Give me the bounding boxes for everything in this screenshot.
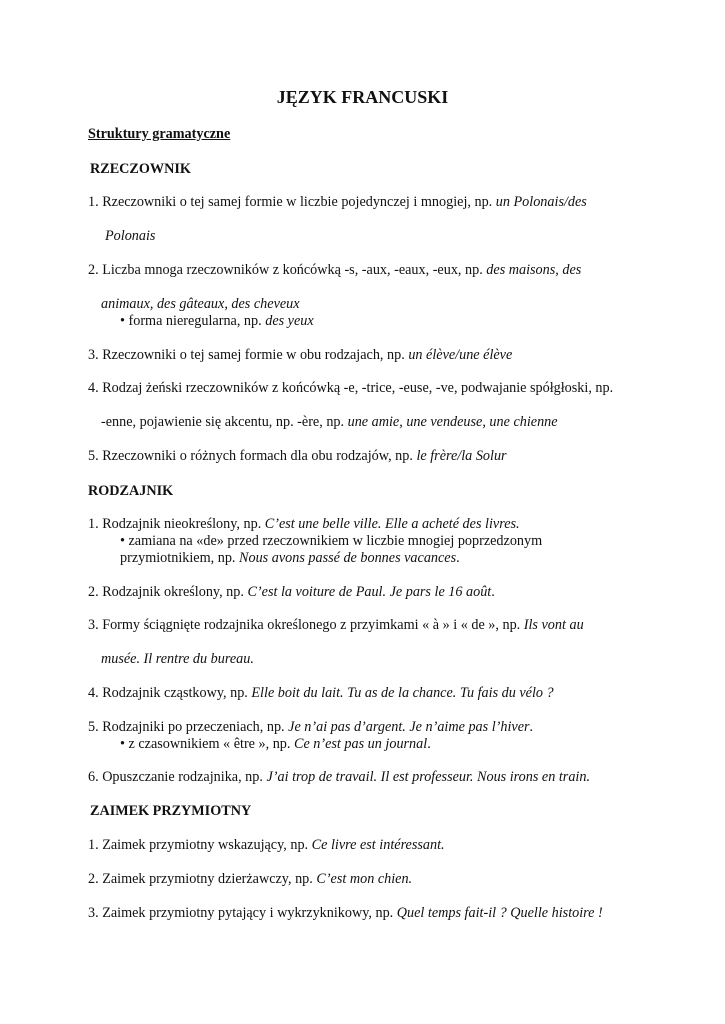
list-item [88,346,512,364]
item-example-cont: Polonais [105,228,156,244]
item-text: 4. Rodzaj żeński rzeczowników z końcówką -e, -trice, -euse, -ve, podwajanie spółgłoski, np. [88,380,614,396]
bullet-example: Ce n’est pas un journal [293,736,428,752]
item-text-cont: -enne, pojawienie się akcentu, np. -ère, np. [101,414,348,430]
item-text: 1. Zaimek przymiotny wskazujący, np. [88,837,312,853]
item-example-cont: une amie, une vendeuse, une chienne [347,414,558,430]
item-text: 2. Liczba mnoga rzeczowników z końcówką -s, -aux, -eaux, -eux, np. [88,262,487,278]
list-item [88,870,412,888]
item-example: un Polonais/des [495,194,587,210]
page-title: JĘZYK FRANCUSKI [276,87,449,107]
list-item [88,836,445,854]
list-item [88,684,554,702]
item-text: 1. Rzeczowniki o tej samej formie w liczbie pojedynczej i mnogiej, np. [88,194,496,210]
list-item [88,447,507,465]
item-example: C’est mon chien. [316,871,413,887]
item-example: Ils vont au [523,617,584,633]
bullet-item [120,312,314,330]
item-text: 3. Rzeczowniki o tej samej formie w obu rodzajach, np. [88,347,409,363]
bullet-example: des yeux [265,313,314,329]
bullet-item [120,735,431,753]
list-item [88,904,603,922]
list-item-continuation [101,650,254,668]
list-item-continuation [101,295,300,313]
list-item [88,379,613,397]
bullet-text: • z czasownikiem « être », np. [120,736,294,752]
item-text: 2. Rodzajnik określony, np. [88,584,248,600]
item-end: . [529,719,534,735]
item-example: Je n’ai pas d’argent. Je n’aime pas l’hiver [288,719,530,735]
item-example: C’est une belle ville. Elle a acheté des livres. [264,516,520,532]
section-heading-rzeczownik: RZECZOWNIK [90,161,191,177]
item-example: C’est la voiture de Paul. Je pars le 16 août [247,584,492,600]
list-item [88,616,584,634]
item-text: 6. Opuszczanie rodzajnika, np. [88,769,267,785]
bullet-text-cont: przymiotnikiem, np. [120,550,240,566]
item-example-cont: musée. Il rentre du bureau. [101,651,254,667]
item-text: 1. Rodzajnik nieokreślony, np. [88,516,265,532]
item-text: 4. Rodzajnik cząstkowy, np. [88,685,252,701]
section-heading-zaimek: ZAIMEK PRZYMIOTNY [90,803,252,819]
bullet-example-cont: Nous avons passé de bonnes vacances [239,550,457,566]
item-text: 2. Zaimek przymiotny dzierżawczy, np. [88,871,317,887]
document-subtitle: Struktury gramatyczne [88,126,231,142]
bullet-item-continuation [120,549,460,567]
list-item [88,515,520,533]
list-item [88,261,581,279]
bullet-text: • zamiana na «de» przed rzeczownikiem w liczbie mnogiej poprzedzonym [120,533,543,549]
item-example: un élève/une élève [408,347,513,363]
item-text: 3. Formy ściągnięte rodzajnika określonego z przyimkami « à » i « de », np. [88,617,524,633]
item-example: Elle boit du lait. Tu as de la chance. Tu fais du vélo ? [251,685,554,701]
item-text: 5. Rzeczowniki o różnych formach dla obu rodzajów, np. [88,448,417,464]
section-heading-rodzajnik: RODZAJNIK [88,483,174,499]
list-item [88,718,533,736]
list-item-continuation [101,413,558,431]
list-item [88,768,590,786]
item-example: J’ai trop de travail. Il est professeur. Nous irons en train. [266,769,591,785]
item-text: 5. Rodzajniki po przeczeniach, np. [88,719,289,735]
bullet-end: . [456,550,460,566]
item-text: 3. Zaimek przymiotny pytający i wykrzyknikowy, np. [88,905,397,921]
item-example-cont: animaux, des gâteaux, des cheveux [101,296,300,312]
item-example: Ce livre est intéressant. [311,837,445,853]
list-item [88,193,587,211]
bullet-text: • forma nieregularna, np. [120,313,266,329]
item-example: Quel temps fait-il ? Quelle histoire ! [396,905,603,921]
bullet-end: . [427,736,431,752]
bullet-item [120,532,542,550]
item-example: le frère/la Solur [416,448,507,464]
item-example: des maisons, des [486,262,582,278]
list-item [88,583,495,601]
list-item-continuation [105,227,155,245]
item-end: . [491,584,495,600]
